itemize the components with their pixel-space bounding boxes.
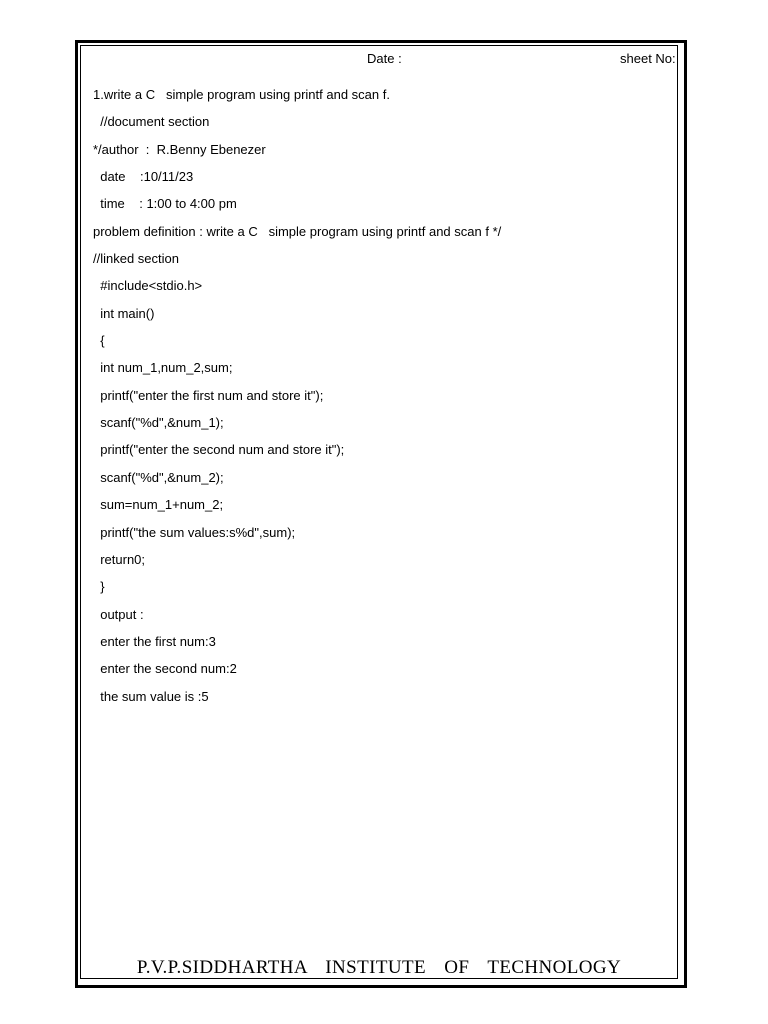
date-line: date :10/11/23 [93, 169, 194, 185]
code-line: return0; [93, 551, 146, 567]
date-label: Date : [367, 51, 402, 66]
time-line: time : 1:00 to 4:00 pm [93, 196, 237, 212]
code-line: #include<stdio.h> [93, 278, 203, 294]
sheet-number-label: sheet No: [620, 51, 676, 66]
output-line: enter the second num:2 [93, 661, 237, 677]
program-listing [93, 84, 668, 713]
output-line: enter the first num:3 [93, 633, 216, 649]
problem-definition-line: problem definition : write a C simple program using printf and scan f */ [93, 223, 502, 239]
author-line: */author : R.Benny Ebenezer [93, 141, 266, 157]
code-line: } [93, 579, 105, 595]
code-line: { [93, 333, 105, 349]
code-line: sum=num_1+num_2; [93, 497, 224, 513]
document-section-comment: //document section [93, 114, 210, 130]
code-line: scanf("%d",&num_2); [93, 469, 224, 485]
output-line: the sum value is :5 [93, 688, 209, 704]
code-line: int main() [93, 305, 155, 321]
output-heading: output : [93, 606, 144, 622]
code-line: int num_1,num_2,sum; [93, 360, 233, 376]
code-line: printf("enter the first num and store it"); [93, 387, 324, 403]
linked-section-comment: //linked section [93, 251, 179, 267]
code-line: printf("the sum values:s%d",sum); [93, 524, 296, 540]
code-line: printf("enter the second num and store it"); [93, 442, 345, 458]
code-line: scanf("%d",&num_1); [93, 415, 224, 431]
institute-footer: P.V.P.SIDDHARTHA INSTITUTE OF TECHNOLOGY [136, 957, 622, 978]
problem-statement: 1.write a C simple program using printf and scan f. [93, 87, 390, 102]
